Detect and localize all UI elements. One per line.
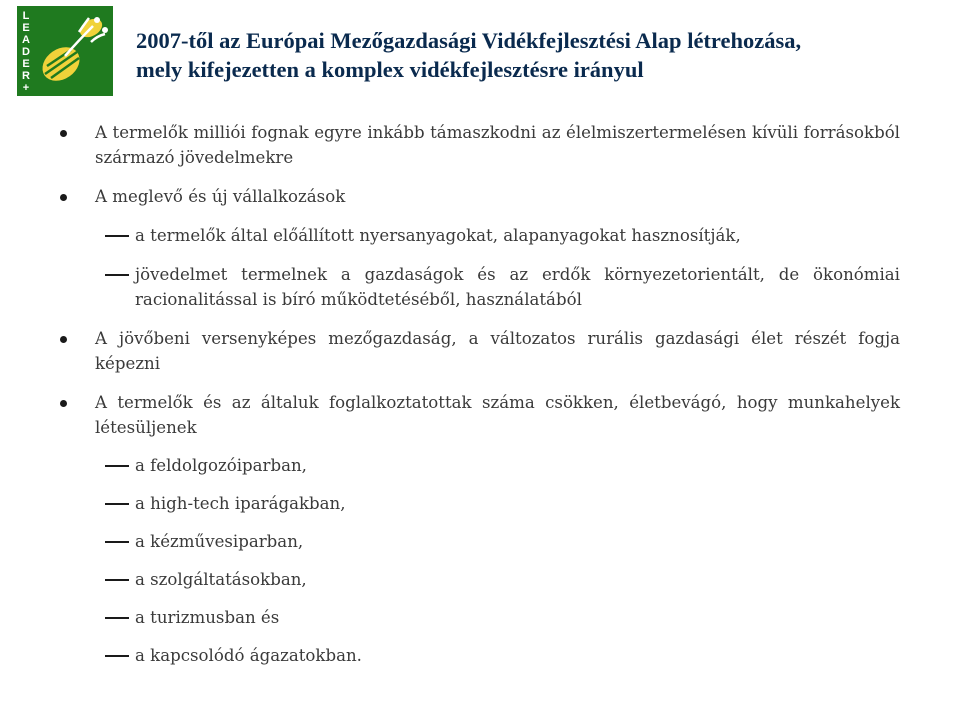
bullet-list (60, 120, 900, 668)
bullet-item: A termelők és az általuk foglalkoztatottak száma csökken, életbevágó, hogy munkahelyek létesüljenek (60, 390, 900, 440)
sub-bullet-item: a turizmusban és (60, 605, 900, 630)
logo-lettering (19, 10, 33, 92)
title-line-2: mely kifejezetten a komplex vidékfejlesztésre irányul (136, 57, 644, 82)
sub-bullet-item: jövedelmet termelnek a gazdaságok és az erdők környezetorientált, de ökonómiai racionalitással is bíró működtetéséből, használatából (60, 262, 900, 312)
logo-letter: L (22, 10, 30, 22)
wheat-leaf-icon (35, 6, 113, 96)
page-title (136, 26, 936, 84)
logo-letter: D (22, 46, 30, 58)
logo-letter: + (22, 82, 30, 94)
bullet-item: A meglevő és új vállalkozások (60, 184, 900, 209)
leader-logo (17, 6, 113, 96)
sub-bullet-item: a feldolgozóiparban, (60, 453, 900, 478)
sub-bullet-item: a kézművesiparban, (60, 529, 900, 554)
bullet-item: A jövőbeni versenyképes mezőgazdaság, a változatos rurális gazdasági élet részét fogja képezni (60, 326, 900, 376)
bullet-item: A termelők milliói fognak egyre inkább támaszkodni az élelmiszertermelésen kívüli forrásokból származó jövedelmekre (60, 120, 900, 170)
sub-bullet-item: a szolgáltatásokban, (60, 567, 900, 592)
logo-letter: R (22, 70, 30, 82)
logo-letter: E (22, 22, 30, 34)
logo-letter: A (22, 34, 30, 46)
title-line-1: 2007-től az Európai Mezőgazdasági Vidékfejlesztési Alap létrehozása, (136, 28, 802, 53)
logo-letter: E (22, 58, 30, 70)
sub-bullet-item: a high-tech iparágakban, (60, 491, 900, 516)
sub-bullet-item: a termelők által előállított nyersanyagokat, alapanyagokat hasznosítják, (60, 223, 900, 248)
sub-bullet-item: a kapcsolódó ágazatokban. (60, 643, 900, 668)
